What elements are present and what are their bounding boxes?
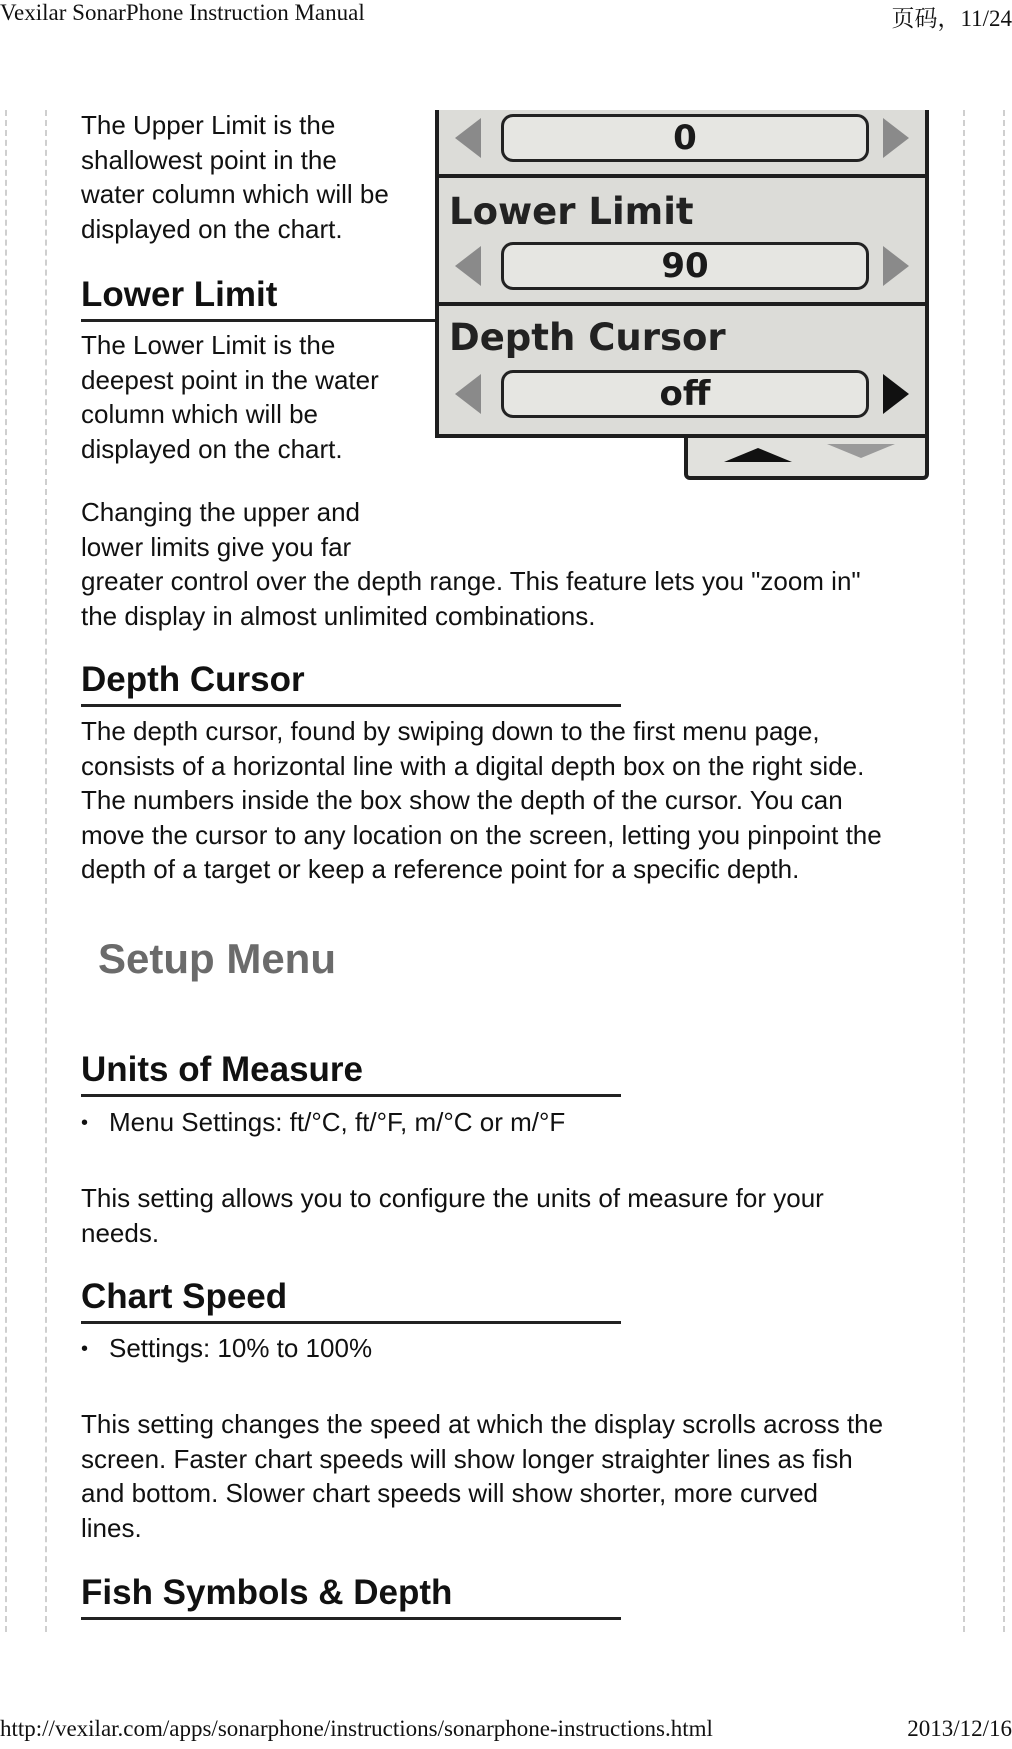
- decrease-arrow-icon[interactable]: [455, 374, 481, 414]
- increase-arrow-icon[interactable]: [883, 246, 909, 286]
- bullet-text: Menu Settings: ft/°C, ft/°F, m/°C or m/°F: [109, 1107, 566, 1137]
- page-up-icon[interactable]: [724, 448, 792, 462]
- bullet-dot: •: [81, 1112, 89, 1134]
- chart-speed-heading: Chart Speed: [81, 1277, 621, 1324]
- depth-cursor-paragraph: [81, 714, 882, 887]
- text-line: consists of a horizontal line with a digital depth box on the right side.: [81, 750, 865, 781]
- text-line: greater control over the depth range. This feature lets you "zoom in": [81, 566, 861, 596]
- lower-limit-value: 90: [501, 242, 869, 290]
- header-title: Vexilar SonarPhone Instruction Manual: [0, 0, 365, 25]
- text-line: water column which will be: [81, 179, 389, 209]
- footer-date: 2013/12/16: [907, 1716, 1012, 1741]
- lower-limit-heading: Lower Limit: [81, 275, 441, 322]
- divider: [439, 174, 925, 178]
- setup-menu-heading: Setup Menu: [98, 935, 336, 982]
- text-line: The numbers inside the box show the depth of the cursor. You can: [81, 785, 843, 815]
- units-paragraph: [81, 1181, 824, 1250]
- depth-cursor-label: Depth Cursor: [449, 316, 726, 359]
- upper-limit-value: 0: [501, 114, 869, 162]
- page-down-icon[interactable]: [827, 444, 895, 458]
- units-of-measure-heading: Units of Measure: [81, 1050, 621, 1097]
- page-nav-buttons: [684, 438, 929, 480]
- left-margin-border: [5, 110, 47, 1632]
- fish-symbols-heading: Fish Symbols & Depth: [81, 1573, 621, 1620]
- chart-speed-bullet: [81, 1331, 372, 1366]
- settings-screen: [435, 110, 929, 438]
- depth-cursor-heading: Depth Cursor: [81, 660, 621, 707]
- text-line: Changing the upper and: [81, 497, 361, 527]
- text-line: This setting changes the speed at which the display scrolls across the: [81, 1409, 884, 1439]
- decrease-arrow-icon[interactable]: [455, 246, 481, 286]
- depth-cursor-row: [439, 366, 925, 418]
- text-line: displayed on the chart.: [81, 433, 343, 464]
- text-line: depth of a target or keep a reference point for a specific depth.: [81, 854, 800, 884]
- divider: [439, 302, 925, 306]
- decrease-arrow-icon[interactable]: [455, 118, 481, 158]
- text-line: displayed on the chart.: [81, 213, 343, 244]
- text-line: needs.: [81, 1217, 160, 1248]
- bullet-dot: •: [81, 1338, 89, 1360]
- text-line: lines.: [81, 1512, 142, 1543]
- text-line: screen. Faster chart speeds will show longer straighter lines as fish: [81, 1443, 853, 1474]
- text-line: move the cursor to any location on the screen, letting you pinpoint the: [81, 819, 882, 850]
- text-line: This setting allows you to configure the units of measure for your: [81, 1183, 824, 1213]
- text-line: The Upper Limit is the: [81, 110, 336, 140]
- chart-speed-paragraph: [81, 1407, 883, 1545]
- upper-limit-paragraph: [81, 108, 389, 246]
- text-line: The depth cursor, found by swiping down to the first menu page,: [81, 716, 820, 746]
- changing-limits-paragraph: [81, 495, 861, 633]
- text-line: the display in almost unlimited combinations.: [81, 600, 596, 631]
- text-line: column which will be: [81, 399, 318, 429]
- text-line: deepest point in the water: [81, 364, 379, 395]
- bullet-text: Settings: 10% to 100%: [109, 1333, 373, 1363]
- text-line: shallowest point in the: [81, 144, 337, 175]
- increase-arrow-icon[interactable]: [883, 374, 909, 414]
- lower-limit-paragraph: [81, 328, 379, 466]
- depth-cursor-value: off: [501, 370, 869, 418]
- upper-limit-row: [439, 110, 925, 162]
- lower-limit-row: [439, 238, 925, 290]
- units-bullet: [81, 1105, 565, 1140]
- right-margin-border: [963, 110, 1005, 1632]
- increase-arrow-icon[interactable]: [883, 118, 909, 158]
- text-line: The Lower Limit is the: [81, 330, 336, 360]
- sonar-settings-screenshot: [435, 110, 929, 480]
- footer-url: http://vexilar.com/apps/sonarphone/instructions/sonarphone-instructions.html: [0, 1716, 713, 1741]
- text-line: and bottom. Slower chart speeds will show shorter, more curved: [81, 1478, 819, 1508]
- header-page-number: 页码，11/24: [891, 6, 1012, 31]
- lower-limit-label: Lower Limit: [449, 190, 694, 233]
- text-line: lower limits give you far: [81, 531, 352, 562]
